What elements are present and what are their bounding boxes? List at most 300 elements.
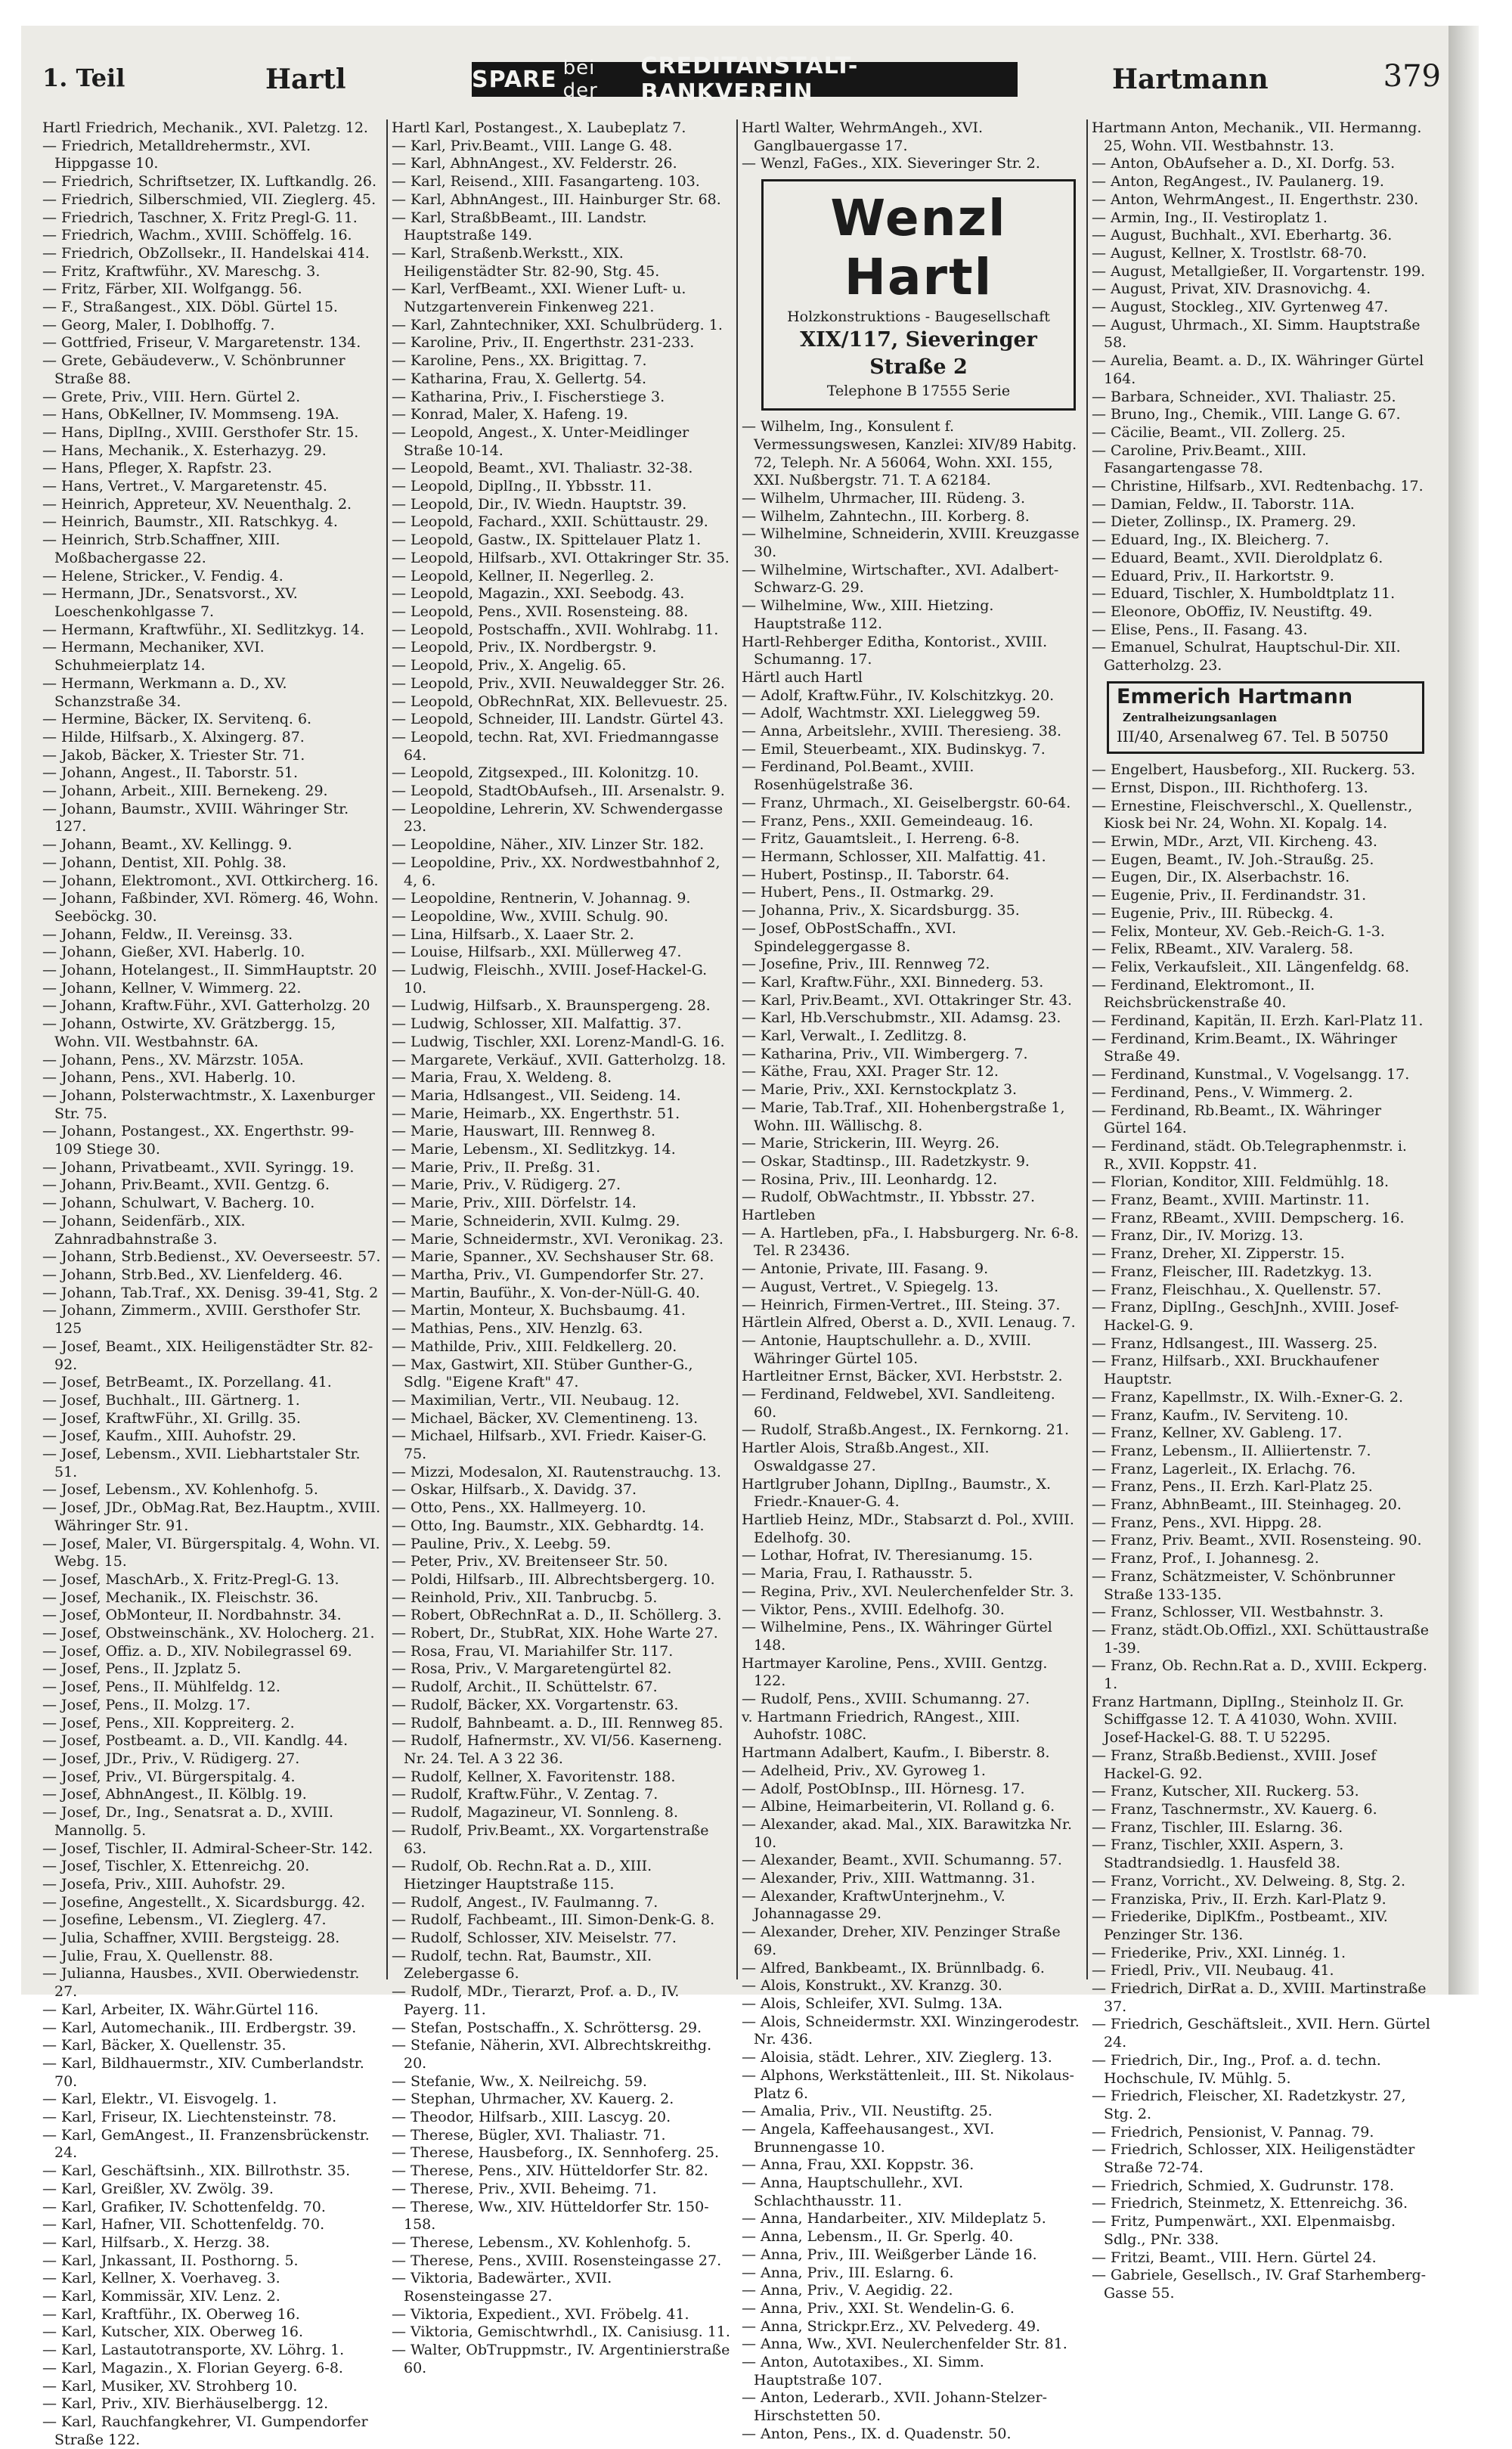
directory-entry: — Margarete, Verkäuf., XVII. Gatterholzg. 18.	[392, 1051, 727, 1068]
directory-entry: — Maria, Hdlsangest., VII. Seideng. 14.	[392, 1087, 681, 1104]
directory-entry: — Josef, Tischler, X. Ettenreichg. 20.	[42, 1858, 310, 1875]
directory-entry: — Karl, Kraftführ., IX. Oberweg 16.	[42, 2305, 300, 2323]
directory-entry: — Josef, Mechanik., IX. Fleischstr. 36.	[42, 1589, 319, 1606]
directory-entry: — Friedrich, Wachm., XVIII. Schöffelg. 16.	[42, 227, 352, 244]
directory-entry: — Oskar, Stadtinsp., III. Radetzkystr. 9.	[742, 1152, 1030, 1170]
directory-entry: — Johann, Elektromont., XVI. Ottkircherg. 16.	[42, 872, 379, 889]
directory-entry: — Elise, Pens., II. Fasang. 43.	[1092, 621, 1308, 638]
directory-entry: — Leopold, StadtObAufseh., III. Arsenalstr. 9.	[392, 783, 725, 800]
directory-entry: — Hermann, JDr., Senatsvorst., XV. Loeschenkohlgasse 7.	[42, 585, 298, 620]
directory-entry: — Fritzi, Beamt., VIII. Hern. Gürtel 24.	[1092, 2249, 1377, 2266]
directory-entry: Hartl-Rehberger Editha, Kontorist., XVIII. Schumanng. 17.	[742, 633, 1048, 668]
directory-entry: — Karl, Automechanik., III. Erdbergstr. 39.	[42, 2019, 357, 2036]
directory-entry: — Peter, Priv., XV. Breitenseer Str. 50.	[392, 1553, 668, 1570]
directory-entry: — Ferdinand, Krim.Beamt., IX. Währinger Straße 49.	[1092, 1030, 1397, 1065]
directory-entry: — Franz, Vorricht., XV. Delweing. 8, Stg. 2.	[1092, 1872, 1406, 1889]
directory-entry: — Eleonore, ObOffiz, IV. Neustiftg. 49.	[1092, 603, 1373, 620]
directory-entry: — Josef, Kaufm., XIII. Auhofstr. 29.	[42, 1428, 296, 1445]
banner-word-3: CREDITANSTALT-BANKVEREIN	[640, 53, 859, 106]
column-4-bottom	[1092, 761, 1430, 2302]
directory-entry: — Friedrich, DirRat a. D., XVIII. Martinstraße 37.	[1092, 1980, 1427, 2015]
directory-entry: — Julie, Frau, X. Quellenstr. 88.	[42, 1947, 274, 1964]
directory-entry: — Felix, RBeamt., XIV. Varalerg. 58.	[1092, 941, 1354, 958]
directory-entry: — Rudolf, Magazineur, VI. Sonnleng. 8.	[392, 1804, 679, 1821]
directory-entry: — Karl, Reisend., XIII. Fasangarteng. 103.	[392, 173, 700, 191]
directory-entry: — Therese, Hausbeforg., IX. Sennhoferg. 25.	[392, 2144, 720, 2162]
directory-entry: — Martin, Bauführ., X. Von-der-Nüll-G. 40.	[392, 1284, 700, 1301]
directory-entry: — Anton, Pens., IX. d. Quadenstr. 50.	[742, 2425, 1012, 2442]
directory-entry: — Hilde, Hilfsarb., X. Alxingerg. 87.	[42, 728, 305, 746]
directory-entry: — Anna, Strickpr.Erz., XV. Pelvederg. 49.	[742, 2317, 1041, 2335]
banner-word-1: SPARE	[472, 66, 557, 93]
directory-entry: — Aurelia, Beamt. a. D., IX. Währinger Gürtel 164.	[1092, 352, 1424, 387]
directory-entry: — Alfred, Bankbeamt., IX. Brünnlbadg. 6.	[742, 1959, 1045, 1976]
directory-entry: — Friedrich, Silberschmied, VII. Zieglerg. 45.	[42, 191, 376, 208]
directory-entry: — Karl, Elektr., VI. Eisvogelg. 1.	[42, 2091, 277, 2108]
directory-entry: — Leopold, Magazin., XXI. Seebodg. 43.	[392, 585, 685, 603]
directory-entry: — Viktor, Pens., XVIII. Edelhofg. 30.	[742, 1601, 1005, 1618]
directory-entry: — Florian, Konditor, XIII. Feldmühlg. 18.	[1092, 1173, 1390, 1191]
directory-entry: — Johann, Schulwart, V. Bacherg. 10.	[42, 1195, 315, 1212]
directory-entry: — Karl, Lastautotransporte, XV. Löhrg. 1.	[42, 2342, 345, 2359]
directory-entry: — Franz, Beamt., XVIII. Martinstr. 11.	[1092, 1192, 1370, 1209]
banner-word-2: bei der	[562, 57, 598, 102]
directory-entry: — Karl, GemAngest., II. Franzensbrückenstr. 24.	[42, 2126, 370, 2162]
column-1	[42, 119, 381, 2448]
directory-entry: — Marie, Schneiderin, XVII. Kulmg. 29.	[392, 1212, 680, 1229]
directory-entry: — Hermine, Bäcker, IX. Servitenq. 6.	[42, 711, 312, 728]
directory-entry: — Amalia, Priv., VII. Neustiftg. 25.	[742, 2103, 993, 2120]
directory-entry: — Hubert, Pens., II. Ostmarkg. 29.	[742, 884, 994, 901]
column-3-bottom	[742, 418, 1080, 2443]
directory-entry: — Grete, Priv., VIII. Hern. Gürtel 2.	[42, 388, 301, 405]
page-number: 379	[1383, 59, 1441, 94]
directory-entry: — Leopold, Priv., XVII. Neuwaldegger Str. 26.	[392, 674, 725, 692]
directory-entry: — Wilhelm, Ing., Konsulent f. Vermessungswesen, Kanzlei: XIV/89 Habitg. 72, Teleph. Nr. A 56064, Wohn. XXI. 155, XXI. Nußbergstr. 71. T. A 62184.	[742, 418, 1077, 489]
directory-entry: — Josef, Maler, VI. Bürgerspitalg. 4, Wohn. VI. Webg. 15.	[42, 1535, 380, 1570]
directory-entry: — Leopold, Gastw., IX. Spittelauer Platz 1.	[392, 532, 702, 549]
directory-entry: — August, Kellner, X. Trostlstr. 68-70.	[1092, 244, 1368, 262]
directory-entry: — Cäcilie, Beamt., VII. Zollerg. 25.	[1092, 423, 1346, 441]
directory-entry: — Karl, AbhnAngest., XV. Felderstr. 26.	[392, 155, 677, 172]
directory-entry: — Eduard, Tischler, X. Humboldtplatz 11.	[1092, 585, 1396, 603]
directory-entry: — Emil, Steuerbeamt., XIX. Budinskyg. 7.	[742, 740, 1046, 758]
directory-entry: — Marie, Priv., XIII. Dörfelstr. 14.	[392, 1195, 637, 1212]
directory-entry: — Maximilian, Vertr., VII. Neubaug. 12.	[392, 1391, 680, 1409]
directory-entry: — Hermann, Werkmann a. D., XV. Schanzstraße 34.	[42, 674, 287, 710]
directory-entry: — Johann, Seidenfärb., XIX. Zahnradbahnstraße 3.	[42, 1212, 246, 1248]
directory-entry: — Josef, Pens., II. Jzplatz 5.	[42, 1660, 241, 1678]
directory-entry: — Marie, Strickerin, III. Weyrg. 26.	[742, 1135, 1000, 1152]
directory-entry: — Leopold, Priv., X. Angelig. 65.	[392, 657, 627, 674]
directory-entry: — August, Buchhalt., XVI. Eberhartg. 36.	[1092, 227, 1393, 244]
directory-entry: — Reinhold, Priv., XII. Tanbrucbg. 5.	[392, 1589, 658, 1606]
directory-entry: — Franz, Prof., I. Johannesg. 2.	[1092, 1550, 1319, 1567]
directory-entry: — Johann, Pens., XV. Märzstr. 105A.	[42, 1051, 304, 1068]
directory-entry: — Karl, Priv., XIV. Bierhäuselbergg. 12.	[42, 2395, 329, 2413]
directory-entry: — Adelheid, Priv., XV. Gyroweg 1.	[742, 1762, 986, 1779]
directory-entry: — Johann, Arbeit., XIII. Bernekeng. 29.	[42, 783, 328, 800]
directory-entry: — Franz, Dreher, XI. Zipperstr. 15.	[1092, 1245, 1345, 1263]
directory-entry: — Lina, Hilfsarb., X. Laaer Str. 2.	[392, 925, 634, 943]
directory-entry: — Leopoldine, Näher., XIV. Linzer Str. 182.	[392, 836, 705, 854]
directory-entry: — Robert, Dr., StubRat, XIX. Hohe Warte 27.	[392, 1625, 718, 1642]
directory-entry: Hartl Walter, WehrmAngeh., XVI. Ganglbauergasse 17.	[742, 119, 984, 154]
directory-entry: — Anton, Autotaxibes., XI. Simm. Hauptstraße 107.	[742, 2354, 984, 2389]
directory-entry: — Marie, Priv., V. Rüdigerg. 27.	[392, 1176, 621, 1194]
directory-entry: — Friedrich, Geschäftsleit., XVII. Hern. Gürtel 24.	[1092, 2016, 1430, 2051]
directory-entry: — Felix, Verkaufsleit., XII. Längenfeldg. 68.	[1092, 958, 1410, 975]
directory-entry: — Friedrich, Dir., Ing., Prof. a. d. techn. Hochschule, IV. Mühlg. 5.	[1092, 2051, 1381, 2087]
directory-entry: — Franziska, Priv., II. Erzh. Karl-Platz 9.	[1092, 1890, 1387, 1908]
directory-entry: — Karl, Hafner, VII. Schottenfeldg. 70.	[42, 2216, 325, 2234]
directory-entry: — August, Metallgießer, II. Vorgartenstr. 199.	[1092, 262, 1426, 280]
directory-entry: Hartler Alois, Straßb.Angest., XII. Oswaldgasse 27.	[742, 1440, 990, 1474]
directory-entry: — Johanna, Priv., X. Sicardsburgg. 35.	[742, 902, 1020, 919]
page-header	[42, 48, 1441, 106]
directory-entry: — Helene, Stricker., V. Fendig. 4.	[42, 567, 284, 584]
directory-entry: — Martin, Monteur, X. Buchsbaumg. 41.	[392, 1302, 686, 1319]
directory-entry: — August, Stockleg., XIV. Gyrtenweg 47.	[1092, 299, 1389, 316]
directory-entry: — Johann, Privatbeamt., XVII. Syringg. 19.	[42, 1158, 355, 1176]
directory-entry: — Gabriele, Gesellsch., IV. Graf Starhemberg-Gasse 55.	[1092, 2267, 1427, 2302]
directory-entry: — Eduard, Priv., II. Harkortstr. 9.	[1092, 567, 1334, 584]
directory-entry: — Josefine, Priv., III. Rennweg 72.	[742, 956, 990, 973]
directory-entry: — Johann, Polsterwachtmstr., X. Laxenburger Str. 75.	[42, 1087, 375, 1122]
directory-entry: — Josef, Tischler, II. Admiral-Scheer-Str. 142.	[42, 1840, 373, 1857]
directory-entry: — Leopoldine, Ww., XVIII. Schulg. 90.	[392, 907, 668, 925]
directory-entry: — Johann, Baumstr., XVIII. Währinger Str. 127.	[42, 800, 349, 835]
directory-entry: — Leopold, Dir., IV. Wiedn. Hauptstr. 39.	[392, 495, 687, 513]
directory-entry: — Friedrich, Taschner, X. Fritz Pregl-G. 11.	[42, 209, 358, 226]
directory-entry: — Therese, Pens., XIV. Hütteldorfer Str. 82.	[392, 2162, 708, 2180]
directory-entry: — Josefine, Lebensm., VI. Zieglerg. 47.	[42, 1911, 327, 1929]
directory-entry: — Johann, Postangest., XX. Engerthstr. 99-109 Stiege 30.	[42, 1123, 355, 1158]
directory-entry: — Felix, Monteur, XV. Geb.-Reich-G. 1-3.	[1092, 922, 1385, 940]
directory-entry: — Wilhelmine, Pens., IX. Währinger Gürtel 148.	[742, 1619, 1052, 1654]
directory-entry: — Engelbert, Hausbeforg., XII. Ruckerg. 53.	[1092, 761, 1416, 779]
directory-entry: — Johann, Dentist, XII. Pohlg. 38.	[42, 854, 287, 871]
directory-entry: — Heinrich, Baumstr., XII. Ratschkyg. 4.	[42, 513, 338, 531]
directory-entry: — Leopold, ObRechnRat, XIX. Bellevuestr. 25.	[392, 693, 728, 710]
directory-entry: — Wenzl, FaGes., XIX. Sieveringer Str. 2.	[742, 155, 1040, 172]
directory-entry: — Karoline, Pens., XX. Brigittag. 7.	[392, 352, 647, 370]
directory-entry: — Karl, Hilfsarb., X. Herzg. 38.	[42, 2234, 270, 2251]
directory-entry: Hartmann Anton, Mechanik., VII. Hermanng. 25, Wohn. VII. Westbahnstr. 13.	[1092, 119, 1422, 154]
directory-entry: — Alexander, Dreher, XIV. Penzinger Straße 69.	[742, 1924, 1061, 1958]
directory-entry: — Hermann, Kraftwführ., XI. Sedlitzkyg. 14.	[42, 621, 365, 638]
directory-entry: — Franz, Lebensm., II. Alliiertenstr. 7.	[1092, 1442, 1371, 1459]
directory-entry: — Friedrich, Metalldrehermstr., XVI. Hippgasse 10.	[42, 137, 311, 172]
ad-business-type: Zentralheizungsanlagen	[1123, 710, 1278, 724]
directory-entry: — Antonie, Private, III. Fasang. 9.	[742, 1260, 989, 1278]
directory-entry: — Franz, Ob. Rechn.Rat a. D., XVIII. Eckperg. 1.	[1092, 1657, 1427, 1693]
directory-entry: — Karl, AbhnAngest., III. Hainburger Str. 68.	[392, 191, 721, 208]
directory-entry: — Albine, Heimarbeiterin, VI. Rolland g. 6.	[742, 1798, 1055, 1815]
directory-entry: — Johann, Tab.Traf., XX. Denisg. 39-41, Stg. 2	[42, 1284, 379, 1301]
column-4	[1092, 119, 1430, 2302]
ad-address: XIX/117, Sieveringer Straße 2	[800, 328, 1037, 380]
directory-entry: — Karl, Straßenb.Werkstt., XIX. Heiligenstädter Str. 82-90, Stg. 45.	[392, 244, 660, 280]
directory-entry: — Marie, Priv., II. Preßg. 31.	[392, 1158, 601, 1176]
directory-entry: Franz Hartmann, DiplIng., Steinholz II. Gr. Schiffgasse 12. T. A 41030, Wohn. XVIII. Josef-Hackel-G. 88. T. U 52295.	[1092, 1693, 1405, 1747]
directory-entry: — Franz, Fleischhau., X. Quellenstr. 57.	[1092, 1281, 1382, 1298]
ad-company-name: Emmerich Hartmann	[1117, 684, 1353, 708]
directory-entry: — Karl, Bildhauermstr., XIV. Cumberlandstr. 70.	[42, 2054, 364, 2090]
directory-entry: — Anton, RegAngest., IV. Paulanerg. 19.	[1092, 173, 1384, 191]
directory-entry: — Anna, Priv., V. Aegidig. 22.	[742, 2282, 953, 2299]
directory-entry: — Rudolf, Bahnbeamt. a. D., III. Rennweg 85.	[392, 1714, 723, 1731]
directory-entry: — Franz, Schlosser, VII. Westbahnstr. 3.	[1092, 1604, 1384, 1621]
directory-entry: — Otto, Ing. Baumstr., XIX. Gebhardtg. 14.	[392, 1517, 705, 1534]
directory-entry: — Josefa, Priv., XIII. Auhofstr. 29.	[42, 1875, 286, 1893]
directory-entry: — Therese, Lebensm., XV. Kohlenhofg. 5.	[392, 2234, 691, 2251]
directory-entry: — Louise, Hilfsarb., XXI. Müllerweg 47.	[392, 944, 682, 961]
directory-entry: — Franz, Hdlsangest., III. Wasserg. 25.	[1092, 1335, 1378, 1352]
directory-entry: — Karl, Rauchfangkehrer, VI. Gumpendorfer Straße 122.	[42, 2413, 368, 2448]
directory-entry: — Leopold, Schneider, III. Landstr. Gürtel 43.	[392, 711, 724, 728]
directory-entry: — Georg, Maler, I. Doblhoffg. 7.	[42, 316, 275, 333]
directory-entry: — Josef, Lebensm., XV. Kohlenhofg. 5.	[42, 1481, 318, 1499]
directory-entry: — Konrad, Maler, X. Hafeng. 19.	[392, 406, 628, 423]
directory-entry: — Adolf, PostObInsp., III. Hörnesg. 17.	[742, 1780, 1025, 1797]
directory-entry: — Franz, Uhrmach., XI. Geiselbergstr. 60-64.	[742, 794, 1071, 811]
directory-entry: — Franz, Pens., II. Erzh. Karl-Platz 25.	[1092, 1478, 1373, 1496]
emmerich-hartmann-advertisement	[1107, 681, 1424, 754]
directory-entry: — Eduard, Ing., IX. Bleicherg. 7.	[1092, 532, 1330, 549]
directory-entry: — Alois, Schleifer, XVI. Sulmg. 13A.	[742, 1995, 1003, 2012]
directory-entry: — Franz, Priv. Beamt., XVII. Rosensteing. 90.	[1092, 1532, 1422, 1549]
directory-entry: — Johann, Kraftw.Führ., XVI. Gatterholzg. 20	[42, 997, 370, 1015]
directory-entry: — Karl, Zahntechniker, XXI. Schulbrüderg. 1.	[392, 316, 723, 333]
directory-entry: — Ferdinand, Elektromont., II. Reichsbrückenstraße 40.	[1092, 976, 1315, 1012]
directory-entry: — Franz, Hilfsarb., XXI. Bruckhaufener Hauptstr.	[1092, 1353, 1379, 1388]
directory-entry: — Marie, Schneidermstr., XVI. Veronikag. 23.	[392, 1230, 723, 1248]
directory-entry: — Karl, Friseur, IX. Liechtensteinstr. 78.	[42, 2109, 337, 2126]
directory-entry: — Rudolf, Angest., IV. Faulmanng. 7.	[392, 1893, 658, 1911]
column-3	[742, 119, 1080, 2442]
directory-entry: — Alois, Konstrukt., XV. Kranzg. 30.	[742, 1977, 1002, 1995]
column-divider	[386, 119, 388, 1979]
directory-entry: — Josef, Dr., Ing., Senatsrat a. D., XVIII. Mannollg. 5.	[42, 1804, 334, 1839]
directory-entry: — Poldi, Hilfsarb., III. Albrechtsbergerg. 10.	[392, 1570, 715, 1588]
directory-entry: Härtl auch Hartl	[742, 668, 863, 686]
directory-entry: — Karl, Geschäftsinh., XIX. Billrothstr. 35.	[42, 2162, 351, 2180]
directory-entry: — Karl, Kellner, X. Voerhaveg. 3.	[42, 2270, 280, 2287]
directory-entry: — Friedrich, Fleischer, XI. Radetzkystr. 27, Stg. 2.	[1092, 2088, 1406, 2122]
directory-entry: — Ludwig, Schlosser, XII. Malfattig. 37.	[392, 1015, 682, 1033]
creditanstalt-banner	[472, 53, 1018, 106]
directory-entry: — Johann, Strb.Bedienst., XV. Oeverseestr. 57.	[42, 1248, 381, 1266]
column-divider	[1086, 119, 1088, 1979]
directory-entry: — Dieter, Zollinsp., IX. Pramerg. 29.	[1092, 513, 1356, 531]
directory-entry: — Josef, Lebensm., XVII. Liebhartstaler Str. 51.	[42, 1446, 361, 1480]
directory-entry: Hartmann Adalbert, Kaufm., I. Biberstr. 8.	[742, 1744, 1050, 1762]
directory-entry: — Regina, Priv., XVI. Neulerchenfelder Str. 3.	[742, 1583, 1074, 1600]
directory-entry: — Friederike, Priv., XXI. Linnég. 1.	[1092, 1944, 1346, 1961]
directory-entry: — Anna, Handarbeiter., XIV. Mildeplatz 5.	[742, 2210, 1046, 2227]
directory-entry: — A. Hartleben, pFa., I. Habsburgerg. Nr. 6-8. Tel. R 23436.	[742, 1224, 1079, 1260]
directory-entry: — Viktoria, Expedient., XVI. Fröbelg. 41.	[392, 2305, 689, 2323]
directory-entry: — Johann, Beamt., XV. Kellingg. 9.	[42, 836, 293, 854]
directory-entry: — Stefanie, Näherin, XVI. Albrechtskreithg. 20.	[392, 2037, 712, 2072]
directory-entry: — Marie, Lebensm., XI. Sedlitzkyg. 14.	[392, 1141, 676, 1158]
directory-entry: — Ferdinand, Kunstmal., V. Vogelsangg. 17.	[1092, 1066, 1410, 1083]
directory-entry: — Franz, Pens., XXII. Gemeindeaug. 16.	[742, 812, 1033, 829]
directory-entry: — Rudolf, MDr., Tierarzt, Prof. a. D., IV. Payerg. 11.	[392, 1983, 680, 2018]
directory-entry: — Johann, Feldw., II. Vereinsg. 33.	[42, 925, 293, 943]
directory-entry: — Ludwig, Fleischh., XVIII. Josef-Hackel-G. 10.	[392, 962, 708, 997]
directory-entry: — Franz, Straßb.Bedienst., XVIII. Josef Hackel-G. 92.	[1092, 1747, 1377, 1782]
directory-entry: — Fritz, Kraftwführ., XV. Mareschg. 3.	[42, 262, 321, 280]
directory-entry: — Karl, Bäcker, X. Quellenstr. 35.	[42, 2037, 287, 2054]
directory-entry: — Rudolf, Pens., XVIII. Schumanng. 27.	[742, 1691, 1030, 1708]
directory-entry: — Johann, Angest., II. Taborstr. 51.	[42, 764, 299, 782]
directory-entry: — Heinrich, Strb.Schaffner, XIII. Moßbachergasse 22.	[42, 532, 280, 566]
directory-entry: — Karl, Kommissär, XIV. Lenz. 2.	[42, 2288, 280, 2305]
directory-entry: — Adolf, Wachtmstr. XXI. Lieleggweg 59.	[742, 705, 1041, 722]
directory-entry: — Marie, Tab.Traf., XII. Hohenbergstraße 1, Wohn. III. Wällischg. 8.	[742, 1099, 1065, 1134]
directory-entry: — Heinrich, Appreteur, XV. Neuenthalg. 2.	[42, 495, 352, 513]
directory-entry: — Franz, Kutscher, XII. Ruckerg. 53.	[1092, 1783, 1359, 1800]
directory-entry: — Eugenie, Priv., II. Ferdinandstr. 31.	[1092, 887, 1367, 904]
directory-entry: — Ferdinand, Kapitän, II. Erzh. Karl-Platz 11.	[1092, 1012, 1424, 1030]
ad-telephone: Telephone B 17555 Serie	[826, 383, 1011, 400]
directory-entry: — Alexander, Priv., XIII. Wattmanng. 31.	[742, 1870, 1036, 1887]
directory-entry: — Franz, DiplIng., GeschJnh., XVIII. Josef-Hackel-G. 9.	[1092, 1299, 1399, 1334]
directory-entry: — Wilhelmine, Wirtschafter., XVI. Adalbert-Schwarz-G. 29.	[742, 561, 1059, 597]
directory-entry: — Franz, städt.Ob.Offizl., XXI. Schüttaustraße 1-39.	[1092, 1621, 1429, 1657]
directory-entry: — Karl, Kutscher, XIX. Oberweg 16.	[42, 2323, 304, 2341]
directory-entry: — Josef, Priv., VI. Bürgerspitalg. 4.	[42, 1768, 296, 1785]
directory-entry: — Karl, Arbeiter, IX. Währ.Gürtel 116.	[42, 2001, 319, 2018]
directory-entry: — Josef, MaschArb., X. Fritz-Pregl-G. 13.	[42, 1570, 339, 1588]
directory-entry: — Josef, ObPostSchaffn., XVI. Spindeleggergasse 8.	[742, 919, 956, 955]
directory-entry: — Hermann, Mechaniker, XVI. Schuhmeierplatz 14.	[42, 639, 265, 674]
directory-entry: — Therese, Priv., XVII. Beheimg. 71.	[392, 2180, 657, 2197]
directory-entry: — Aloisia, städt. Lehrer., XIV. Zieglerg. 13.	[742, 2049, 1052, 2066]
directory-entry: — Barbara, Schneider., XVI. Thaliastr. 25.	[1092, 388, 1396, 405]
directory-entry: — Franz, AbhnBeamt., III. Steinhageg. 20.	[1092, 1496, 1402, 1514]
ad-address: III/40, Arsenalweg 67. Tel. B 50750	[1117, 727, 1389, 746]
directory-entry: — Katharina, Frau, X. Gellertg. 54.	[392, 370, 647, 387]
wenzl-hartl-advertisement	[761, 179, 1076, 411]
directory-entry: — Josef, Offiz. a. D., XIV. Nobilegrassel 69.	[42, 1642, 352, 1660]
directory-entry: — Wilhelmine, Schneiderin, XVIII. Kreuzgasse 30.	[742, 525, 1080, 561]
column-3-top	[742, 119, 1080, 173]
directory-entry: — Josefine, Angestellt., X. Sicardsburgg. 42.	[42, 1893, 365, 1911]
directory-entry: — Anna, Ww., XVI. Neulerchenfelder Str. 81.	[742, 2336, 1067, 2353]
directory-entry: — Friedrich, Schriftsetzer, IX. Luftkandlg. 26.	[42, 173, 376, 191]
directory-entry: — Rudolf, Straßb.Angest., IX. Fernkorng. 21.	[742, 1421, 1070, 1439]
directory-entry: — Johann, Priv.Beamt., XVII. Gentzg. 6.	[42, 1176, 330, 1194]
directory-entry: — Anna, Priv., XXI. St. Wendelin-G. 6.	[742, 2299, 1015, 2317]
directory-entry: — Rudolf, Bäcker, XX. Vorgartenstr. 63.	[392, 1696, 679, 1713]
right-running-head: Hartmann	[1112, 64, 1269, 95]
directory-entry: — Leopoldine, Priv., XX. Nordwestbahnhof 2, 4, 6.	[392, 854, 720, 889]
directory-entry: — Friedrich, Schmied, X. Gudrunstr. 178.	[1092, 2177, 1394, 2194]
directory-entry: — Johann, Ostwirte, XV. Grätzbergg. 15, Wohn. VII. Westbahnstr. 6A.	[42, 1015, 336, 1050]
directory-entry: — Friederike, DiplKfm., Postbeamt., XIV. Penzinger Str. 136.	[1092, 1908, 1388, 1943]
directory-entry: — Käthe, Frau, XXI. Prager Str. 12.	[742, 1063, 999, 1080]
directory-entry: Härtlein Alfred, Oberst a. D., XVII. Lenaug. 7.	[742, 1314, 1076, 1331]
directory-entry: — Antonie, Hauptschullehr. a. D., XVIII. Währinger Gürtel 105.	[742, 1331, 1032, 1367]
directory-entry: — Leopold, DiplIng., II. Ybbsstr. 11.	[392, 478, 652, 495]
directory-entry: — Ludwig, Hilfsarb., X. Braunspergeng. 28.	[392, 997, 711, 1015]
directory-entry: — Hans, Mechanik., X. Esterhazyg. 29.	[42, 442, 327, 459]
directory-entry: — Josef, KraftwFühr., XI. Grillg. 35.	[42, 1409, 301, 1427]
directory-entry: — Friedrich, Schlosser, XIX. Heiligenstädter Straße 72-74.	[1092, 2141, 1415, 2177]
directory-entry: — Christine, Hilfsarb., XVI. Redtenbachg. 17.	[1092, 478, 1424, 495]
directory-entry: — Anna, Frau, XXI. Koppstr. 36.	[742, 2156, 974, 2174]
directory-entry: — Anton, Lederarb., XVII. Johann-Stelzer-Hirschstetten 50.	[742, 2389, 1048, 2425]
directory-entry: — Michael, Bäcker, XV. Clementineng. 13.	[392, 1409, 699, 1427]
directory-entry: Hartmayer Karoline, Pens., XVIII. Gentzg. 122.	[742, 1654, 1048, 1690]
directory-entry: — Therese, Bügler, XVI. Thaliastr. 71.	[392, 2126, 666, 2144]
directory-entry: — Marie, Hauswart, III. Rennweg 8.	[392, 1123, 656, 1140]
directory-entry: — Josef, AbhnAngest., II. Kölblg. 19.	[42, 1786, 307, 1803]
directory-entry: — Therese, Ww., XIV. Hütteldorfer Str. 150-158.	[392, 2198, 709, 2234]
directory-entry: — Josef, JDr., ObMag.Rat, Bez.Hauptm., XVIII. Währinger Str. 91.	[42, 1499, 381, 1534]
directory-entry: Hartleben	[742, 1207, 816, 1224]
directory-entry: — Rosa, Frau, VI. Mariahilfer Str. 117.	[392, 1642, 674, 1660]
directory-entry: — Leopold, Postschaffn., XVII. Wohlrabg. 11.	[392, 621, 719, 638]
ad-company-name: Wenzl Hartl	[830, 189, 1007, 307]
directory-entry: — Rudolf, ObWachtmstr., II. Ybbsstr. 27.	[742, 1189, 1036, 1206]
directory-entry: — Robert, ObRechnRat a. D., II. Schöllerg. 3.	[392, 1607, 722, 1624]
directory-entry: — Stefan, Postschaffn., X. Schröttersg. 29.	[392, 2019, 702, 2036]
directory-columns	[42, 119, 1441, 2448]
directory-entry: — Franz, Fleischer, III. Radetzkyg. 13.	[1092, 1263, 1372, 1280]
directory-entry: — Wilhelm, Uhrmacher, III. Rüdeng. 3.	[742, 489, 1026, 507]
directory-entry: — Leopold, Kellner, II. Negerlleg. 2.	[392, 567, 655, 584]
directory-entry: — Karl, Jnkassant, II. Posthorng. 5.	[42, 2252, 299, 2269]
directory-entry: — Viktoria, Badewärter., XVII. Rosensteingasse 27.	[392, 2270, 612, 2305]
directory-entry: Hartl Friedrich, Mechanik., XVI. Paletzg. 12.	[42, 119, 368, 136]
directory-entry: — Karl, Magazin., X. Florian Geyerg. 6-8.	[42, 2359, 343, 2376]
directory-entry: — Ferdinand, städt. Ob.Telegraphenmstr. i. R., XVII. Koppstr. 41.	[1092, 1137, 1407, 1173]
directory-entry: — Mizzi, Modesalon, XI. Rautenstrauchg. 13.	[392, 1463, 721, 1480]
directory-entry: — Leopoldine, Lehrerin, XV. Schwendergasse 23.	[392, 800, 723, 835]
directory-entry: — Franz, Dir., IV. Morizg. 13.	[1092, 1227, 1303, 1245]
directory-entry: — Franz, Tischler, XXII. Aspern, 3. Stadtrandsiedlg. 1. Hausfeld 38.	[1092, 1837, 1344, 1872]
directory-entry: — Otto, Pens., XX. Hallmeyerg. 10.	[392, 1499, 646, 1517]
directory-entry: — Franz, Taschnermstr., XV. Kauerg. 6.	[1092, 1800, 1377, 1818]
directory-entry: — F., Straßangest., XIX. Döbl. Gürtel 15.	[42, 299, 338, 316]
directory-entry: — Maria, Frau, X. Weldeng. 8.	[392, 1069, 612, 1087]
directory-entry: — Anton, WehrmAngest., II. Engerthstr. 230.	[1092, 191, 1419, 208]
directory-entry: — Anna, Hauptschullehr., XVI. Schlachthausstr. 11.	[742, 2175, 963, 2209]
directory-entry: — Jakob, Bäcker, X. Triester Str. 71.	[42, 746, 305, 764]
directory-entry: — Karl, Greißler, XV. Zwölg. 39.	[42, 2180, 274, 2197]
directory-entry: — Mathilde, Priv., XIII. Feldkellerg. 20.	[392, 1338, 677, 1355]
directory-entry: — Ernestine, Fleischverschl., X. Quellenstr., Kiosk bei Nr. 24, Wohn. XI. Kopalg. 14.	[1092, 797, 1413, 832]
directory-entry: — Ferdinand, Pens., V. Wimmerg. 2.	[1092, 1083, 1353, 1101]
directory-entry: — Alexander, Beamt., XVII. Schumanng. 57.	[742, 1852, 1062, 1869]
directory-entry: — Anton, ObAufseher a. D., XI. Dorfg. 53.	[1092, 155, 1396, 172]
directory-entry: — Rudolf, Archit., II. Schüttelstr. 67.	[392, 1679, 658, 1696]
directory-entry: — Johann, Zimmerm., XVIII. Gersthofer Str. 125	[42, 1302, 361, 1338]
directory-entry: — Josef, BetrBeamt., IX. Porzellang. 41.	[42, 1374, 332, 1391]
directory-entry: — August, Privat, XIV. Drasnovichg. 4.	[1092, 281, 1371, 298]
directory-entry: — Wilhelm, Zahntechn., III. Korberg. 8.	[742, 507, 1030, 525]
directory-entry: — Rudolf, techn. Rat, Baumstr., XII. Zelebergasse 6.	[392, 1947, 652, 1982]
directory-entry: Hartleitner Ernst, Bäcker, XVI. Herbststr. 2.	[742, 1368, 1063, 1385]
directory-entry: — Johann, Pens., XVI. Haberlg. 10.	[42, 1069, 296, 1087]
directory-entry: — Josef, Pens., II. Mühlfeldg. 12.	[42, 1679, 280, 1696]
directory-entry: — Marie, Spanner., XV. Sechshauser Str. 68.	[392, 1248, 714, 1266]
directory-entry: — Anna, Arbeitslehr., XVIII. Theresieng. 38.	[742, 723, 1062, 740]
